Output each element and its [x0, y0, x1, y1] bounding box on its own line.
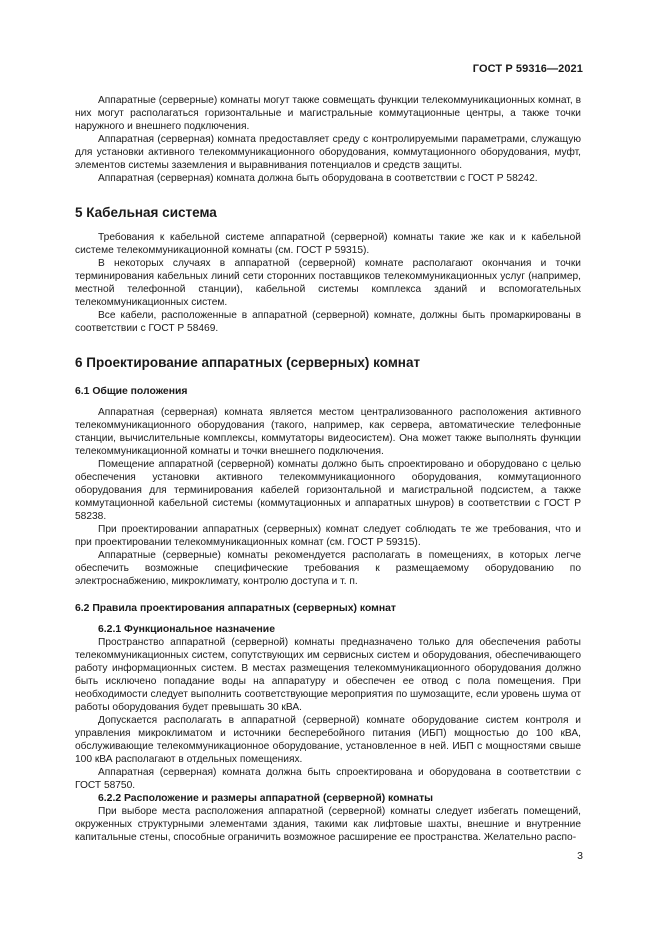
- section-6-2-1-title: 6.2.1 Функциональное назначение: [98, 624, 275, 635]
- page-number: 3: [577, 850, 583, 862]
- section-6-title: 6 Проектирование аппаратных (серверных) комнат: [75, 355, 421, 370]
- section-6-2-1-paragraph-3: Аппаратная (серверная) комната должна быть спроектирована и оборудована в соответствии с ГОСТ 58750.: [75, 767, 581, 791]
- page-content: [75, 94, 581, 844]
- intro-paragraph-2: Аппаратная (серверная) комната предоставляет среду с контролируемыми параметрами, служащую для установки активного телекоммуникационного оборудования, коммутационного оборудования, муфт, элементов системы заземления и выравнивания потенциалов и средств защиты.: [75, 134, 581, 171]
- section-5-title: 5 Кабельная система: [75, 205, 217, 220]
- section-6-2-1-paragraph-1: Пространство аппаратной (серверной) комнаты предназначено только для обеспечения работы телекоммуникационных систем, сопутствующих им сервисных систем и оборудования, обеспечивающего работу информационных систем. В местах размещения телекоммуникационного оборудования должно быть исключено попадание воды на аппаратуру и обеспечен ее отвод с пола помещения. При необходимости следует выполнить соответствующие мероприятия по шумозащите, если уровень шума от работы оборудования будет превышать 30 кВА.: [75, 637, 581, 713]
- section-6-2-2-paragraph-1: При выборе места расположения аппаратной (серверной) комнаты следует избегать помещений, окруженных структурными элементами здания, такими как лифтовые шахты, внешние и внутренние капитальные стены, способные ограничить возможное расширение ее пространства. Желательно распо-: [75, 806, 581, 843]
- section-6-1-title: 6.1 Общие положения: [75, 386, 188, 397]
- section-6-2-2-title: 6.2.2 Расположение и размеры аппаратной (серверной) комнаты: [98, 793, 434, 804]
- section-6-1-paragraph-2: Помещение аппаратной (серверной) комнаты должно быть спроектировано и оборудовано с целью обеспечения установки активного телекоммуникационного оборудования, коммутационного оборудования для терминирования кабелей горизонтальной и магистральной подсистем, а также коммутационной кабельной системы (коммутационных и аппаратных шнуров) в соответствии с ГОСТ Р 58238.: [75, 459, 581, 522]
- section-6-2-1-paragraph-2: Допускается располагать в аппаратной (серверной) комнате оборудование систем контроля и управления микроклиматом и источники бесперебойного питания (ИБП) мощностью до 100 кВА, обслуживающие телекоммуникационное оборудование, установленное в ней. ИБП с мощностями свыше 100 кВА располагают в отдельных помещениях.: [75, 715, 581, 765]
- section-5-paragraph-2: В некоторых случаях в аппаратной (серверной) комнате располагают окончания и точки терминирования кабельных линий сети сторонних поставщиков телекоммуникационных услуг (например, местной телефонной станции), кабельной системы комплекса зданий и вспомогательных телекоммуникационных систем.: [75, 258, 581, 308]
- section-6-1-paragraph-4: Аппаратные (серверные) комнаты рекомендуется располагать в помещениях, в которых легче обеспечить возможные специфические требования к размещаемому оборудованию по электроснабжению, микроклимату, контролю доступа и т. п.: [75, 550, 581, 587]
- section-6-1-paragraph-1: Аппаратная (серверная) комната является местом централизованного расположения активного телекоммуникационного оборудования (такого, например, как сервера, автоматические телефонные станции, вычислительные комплексы, коммутаторы видеосистем). Она может также выполнять функции телекоммуникационной комнаты и точки внешнего подключения.: [75, 407, 581, 457]
- section-6-2-title: 6.2 Правила проектирования аппаратных (серверных) комнат: [75, 603, 396, 614]
- standard-code: ГОСТ Р 59316—2021: [472, 63, 583, 75]
- intro-paragraph-3: Аппаратная (серверная) комната должна быть оборудована в соответствии с ГОСТ Р 58242.: [98, 173, 538, 184]
- intro-paragraph-1: Аппаратные (серверные) комнаты могут также совмещать функции телекоммуникационных комнат, в них могут располагаться горизонтальные и магистральные коммутационные центры, а также точки наружного и внешнего подключения.: [75, 95, 581, 132]
- section-5-paragraph-3: Все кабели, расположенные в аппаратной (серверной) комнате, должны быть промаркированы в соответствии с ГОСТ Р 58469.: [75, 310, 581, 334]
- section-6-1-paragraph-3: При проектировании аппаратных (серверных) комнат следует соблюдать те же требования, что и при проектировании телекоммуникационных комнат (см. ГОСТ Р 59315).: [75, 524, 581, 548]
- section-5-paragraph-1: Требования к кабельной системе аппаратной (серверной) комнаты такие же как и к кабельной системе телекоммуникационной комнаты (см. ГОСТ Р 59315).: [75, 232, 581, 256]
